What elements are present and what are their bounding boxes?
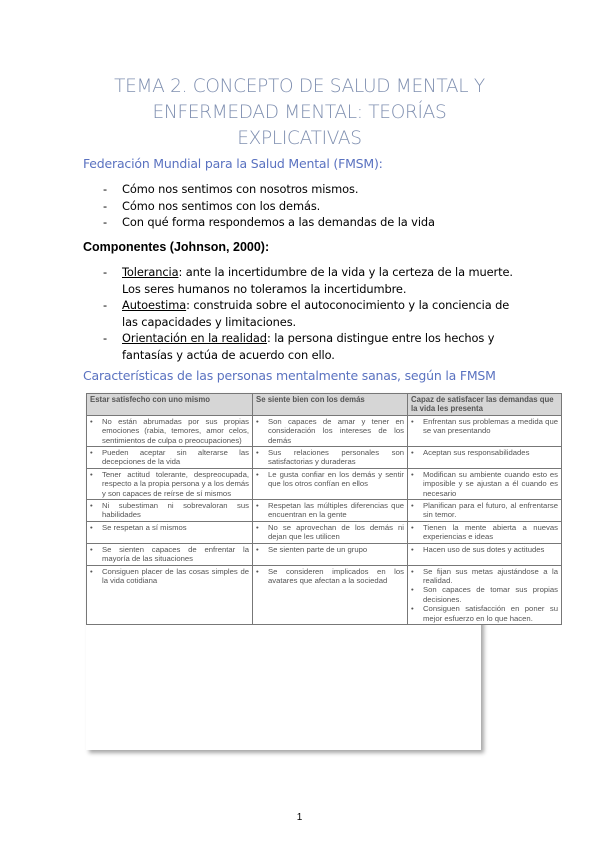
cell-bullet-item: • Tener actitud tolerante, despreocupada, respecto a la propia persona y a los demás y son capaces de reírse de sí mismos [90,470,249,498]
componentes-heading: Componentes (Johnson, 2000): [83,240,270,254]
table-cell [408,468,562,499]
cell-bullet-item: • Se fijan sus metas ajustándose a la realidad. [411,567,558,586]
cell-bullet-list [90,523,249,532]
cell-bullet-list [411,470,558,498]
table-row [87,415,562,446]
cell-bullet-item: • Son capaces de amar y tener en consideración los intereses de los demás [256,417,404,445]
table-cell [87,415,253,446]
table-cell [408,543,562,565]
cell-bullet-item: • Se consideren implicados en los avatares que afectan a la sociedad [256,567,404,586]
cell-bullet-list [90,470,249,498]
list-item [103,264,518,297]
cell-bullet-list [90,501,249,520]
cell-bullet-list [256,470,404,489]
title-line: EXPLICATIVAS [237,128,362,149]
cell-bullet-list [411,545,558,554]
cell-bullet-item: • Se respetan a sí mismos [90,523,249,532]
list-item [103,330,518,363]
column-header: Capaz de satisfacer las demandas que la vida les presenta [408,394,562,416]
table-cell [87,521,253,543]
characteristics-table [86,393,562,625]
cell-bullet-item: • Aceptan sus responsabilidades [411,448,558,457]
cell-bullet-list [411,523,558,542]
table-cell [87,447,253,469]
table-cell [253,415,408,446]
cell-bullet-item: • Sus relaciones personales son satisfactorias y duraderas [256,448,404,467]
cell-bullet-item: • Consiguen placer de las cosas simples de la vida cotidiana [90,567,249,586]
table-row [87,447,562,469]
cell-bullet-item: • Pueden aceptar sin alterarse las decepciones de la vida [90,448,249,467]
table-row [87,521,562,543]
term-orientacion: Orientación en la realidad [122,331,267,345]
cell-bullet-item: • Se sienten capaces de enfrentar la mayoría de las situaciones [90,545,249,564]
table-row [87,500,562,522]
cell-bullet-list [411,448,558,457]
table-body [87,415,562,624]
table-cell [253,500,408,522]
cell-bullet-list [256,545,404,554]
table-cell [408,565,562,624]
document-title [60,74,539,152]
cell-bullet-list [90,417,249,445]
fmsm-list [103,181,435,231]
term-text: : ante la incertidumbre de la vida y la certeza de la muerte. Los seres humanos no toleramos la incertidumbre. [122,265,513,296]
cell-bullet-item: • Hacen uso de sus dotes y actitudes [411,545,558,554]
list-item: - Cómo nos sentimos con los demás. [103,198,435,215]
table-cell [87,500,253,522]
cell-bullet-item: • Le gusta confiar en los demás y sentir que los otros confían en ellos [256,470,404,489]
cell-bullet-item: • Tienen la mente abierta a nuevas experiencias e ideas [411,523,558,542]
table-row [87,468,562,499]
cell-bullet-list [90,567,249,586]
cell-bullet-item: • Se sienten parte de un grupo [256,545,404,554]
term-autoestima: Autoestima [122,298,187,312]
table-row [87,543,562,565]
table-cell [87,468,253,499]
cell-bullet-item: • No están abrumadas por sus propias emociones (rabia, temores, amor celos, sentimientos de culpa o preocupaciones) [90,417,249,445]
list-item: - Cómo nos sentimos con nosotros mismos. [103,181,435,198]
table-cell [253,543,408,565]
cell-bullet-list [256,567,404,586]
title-line: TEMA 2. CONCEPTO DE SALUD MENTAL Y [114,76,485,97]
page-number: 1 [296,812,303,823]
table-cell [253,565,408,624]
cell-bullet-list [411,417,558,436]
cell-bullet-item: • Modifican su ambiente cuando esto es imposible y se ajustan a él cuando es necesario [411,470,558,498]
cell-bullet-list [411,567,558,623]
table-header-row [87,394,562,416]
cell-bullet-item: • Enfrentan sus problemas a medida que se van presentando [411,417,558,436]
cell-bullet-list [90,545,249,564]
cell-bullet-list [256,448,404,467]
cell-bullet-item: • Ni subestiman ni sobrevaloran sus habilidades [90,501,249,520]
cell-bullet-item: • Consiguen satisfacción en poner su mejor esfuerzo en lo que hacen. [411,604,558,623]
term-text: : construida sobre el autoconocimiento y la conciencia de las capacidades y limitaciones. [122,298,510,329]
term-text: : la persona distingue entre los hechos y fantasías y actúa de acuerdo con ello. [122,331,495,362]
table-cell [408,447,562,469]
table-cell [253,447,408,469]
cell-bullet-list [256,523,404,542]
table-cell [408,521,562,543]
table-cell [253,521,408,543]
list-item: - Con qué forma respondemos a las demandas de la vida [103,214,435,231]
cell-bullet-item: • No se aprovechan de los demás ni dejan que les utilicen [256,523,404,542]
cell-bullet-item: • Respetan las múltiples diferencias que encuentran en la gente [256,501,404,520]
table-cell [408,500,562,522]
cell-bullet-item: • Planifican para el futuro, al enfrentarse sin temor. [411,501,558,520]
componentes-list [103,264,518,363]
term-tolerancia: Tolerancia [122,265,179,279]
table-cell [87,543,253,565]
table-cell [408,415,562,446]
list-item [103,297,518,330]
cell-bullet-list [256,501,404,520]
column-header: Estar satisfecho con uno mismo [87,394,253,416]
cell-bullet-list [411,501,558,520]
characteristics-table-wrapper [86,393,558,750]
caracteristicas-heading: Características de las personas mentalmente sanas, según la FMSM [83,368,496,383]
fmsm-heading: Federación Mundial para la Salud Mental (FMSM): [83,156,383,171]
cell-bullet-list [90,448,249,467]
table-cell [87,565,253,624]
cell-bullet-item: • Son capaces de tomar sus propias decisiones. [411,585,558,604]
table-row [87,565,562,624]
title-line: ENFERMEDAD MENTAL: TEORÍAS [152,102,447,123]
table-cell [253,468,408,499]
cell-bullet-list [256,417,404,445]
column-header: Se siente bien con los demás [253,394,408,416]
